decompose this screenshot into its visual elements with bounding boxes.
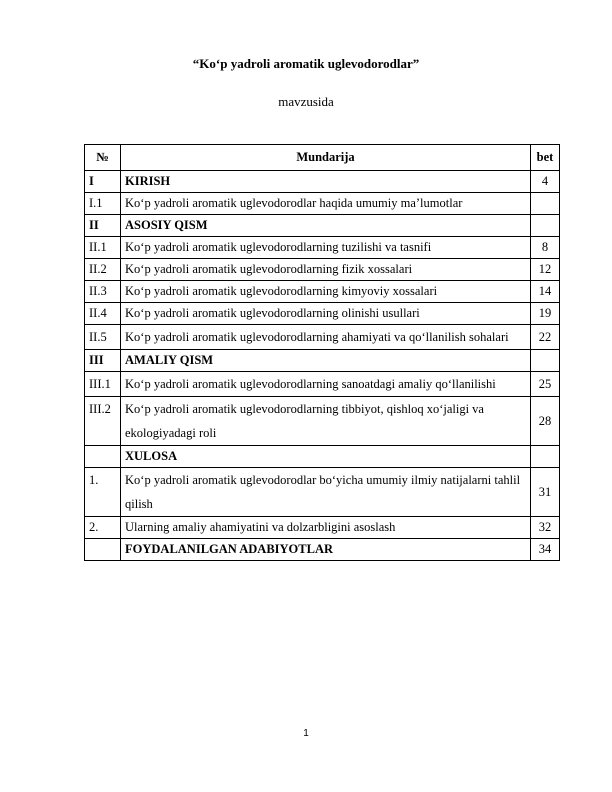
toc-row-number: III.1 [85,372,121,397]
toc-row-page: 4 [531,171,560,193]
toc-row [85,446,560,468]
toc-row [85,171,560,193]
toc-row [85,281,560,303]
toc-row-page [531,350,560,372]
toc-row-number [85,446,121,468]
column-header-number: № [85,145,121,171]
toc-row-page: 12 [531,259,560,281]
toc-row-title: Ko‘p yadroli aromatik uglevodorodlar bo‘yicha umumiy ilmiy natijalarni tahlil qilish [121,468,531,517]
toc-row-number: III.2 [85,397,121,446]
toc-header-row [85,145,560,171]
toc-row [85,517,560,539]
toc-row-page: 31 [531,468,560,517]
toc-row-title: KIRISH [121,171,531,193]
toc-row-page: 8 [531,237,560,259]
toc-row [85,303,560,325]
column-header-page: bet [531,145,560,171]
toc-row-number: I.1 [85,193,121,215]
toc-row-page: 22 [531,325,560,350]
toc-row-number [85,539,121,561]
toc-row [85,468,560,517]
toc-row-title: Ularning amaliy ahamiyatini va dolzarbligini asoslash [121,517,531,539]
toc-row-number: II.2 [85,259,121,281]
toc-row-number: II.3 [85,281,121,303]
toc-row [85,193,560,215]
toc-row [85,372,560,397]
toc-row-title: Ko‘p yadroli aromatik uglevodorodlarning ahamiyati va qo‘llanilish sohalari [121,325,531,350]
toc-row-title: AMALIY QISM [121,350,531,372]
toc-row [85,259,560,281]
toc-row-page: 19 [531,303,560,325]
toc-row-number: III [85,350,121,372]
toc-row-title: ASOSIY QISM [121,215,531,237]
toc-row-title: Ko‘p yadroli aromatik uglevodorodlarning fizik xossalari [121,259,531,281]
toc-row-title: Ko‘p yadroli aromatik uglevodorodlarning tuzilishi va tasnifi [121,237,531,259]
toc-row-number: I [85,171,121,193]
toc-row-page: 14 [531,281,560,303]
toc-row-number: II [85,215,121,237]
toc-row-number: 2. [85,517,121,539]
toc-row-page: 34 [531,539,560,561]
toc-row-number: II.1 [85,237,121,259]
page-number: 1 [303,728,309,739]
toc-row-title: Ko‘p yadroli aromatik uglevodorodlarning olinishi usullari [121,303,531,325]
toc-row [85,350,560,372]
document-subtitle: mavzusida [278,94,334,109]
toc-row [85,539,560,561]
toc-row-page [531,215,560,237]
toc-row [85,215,560,237]
toc-row-title: XULOSA [121,446,531,468]
toc-row-page: 28 [531,397,560,446]
table-of-contents [84,144,560,561]
toc-row-page: 32 [531,517,560,539]
toc-row [85,325,560,350]
toc-row [85,237,560,259]
toc-row-number: 1. [85,468,121,517]
toc-row-title: Ko‘p yadroli aromatik uglevodorodlarning tibbiyot, qishloq xo‘jaligi va ekologiyadagi roli [121,397,531,446]
column-header-contents: Mundarija [121,145,531,171]
toc-row-number: II.4 [85,303,121,325]
toc-row-title: FOYDALANILGAN ADABIYOTLAR [121,539,531,561]
toc-row-number: II.5 [85,325,121,350]
toc-row-title: Ko‘p yadroli aromatik uglevodorodlarning kimyoviy xossalari [121,281,531,303]
toc-row-page: 25 [531,372,560,397]
toc-row-title: Ko‘p yadroli aromatik uglevodorodlarning sanoatdagi amaliy qo‘llanilishi [121,372,531,397]
toc-row-title: Ko‘p yadroli aromatik uglevodorodlar haqida umumiy ma’lumotlar [121,193,531,215]
toc-row [85,397,560,446]
toc-row-page [531,446,560,468]
toc-row-page [531,193,560,215]
document-title: “Ko‘p yadroli aromatik uglevodorodlar” [192,56,420,71]
